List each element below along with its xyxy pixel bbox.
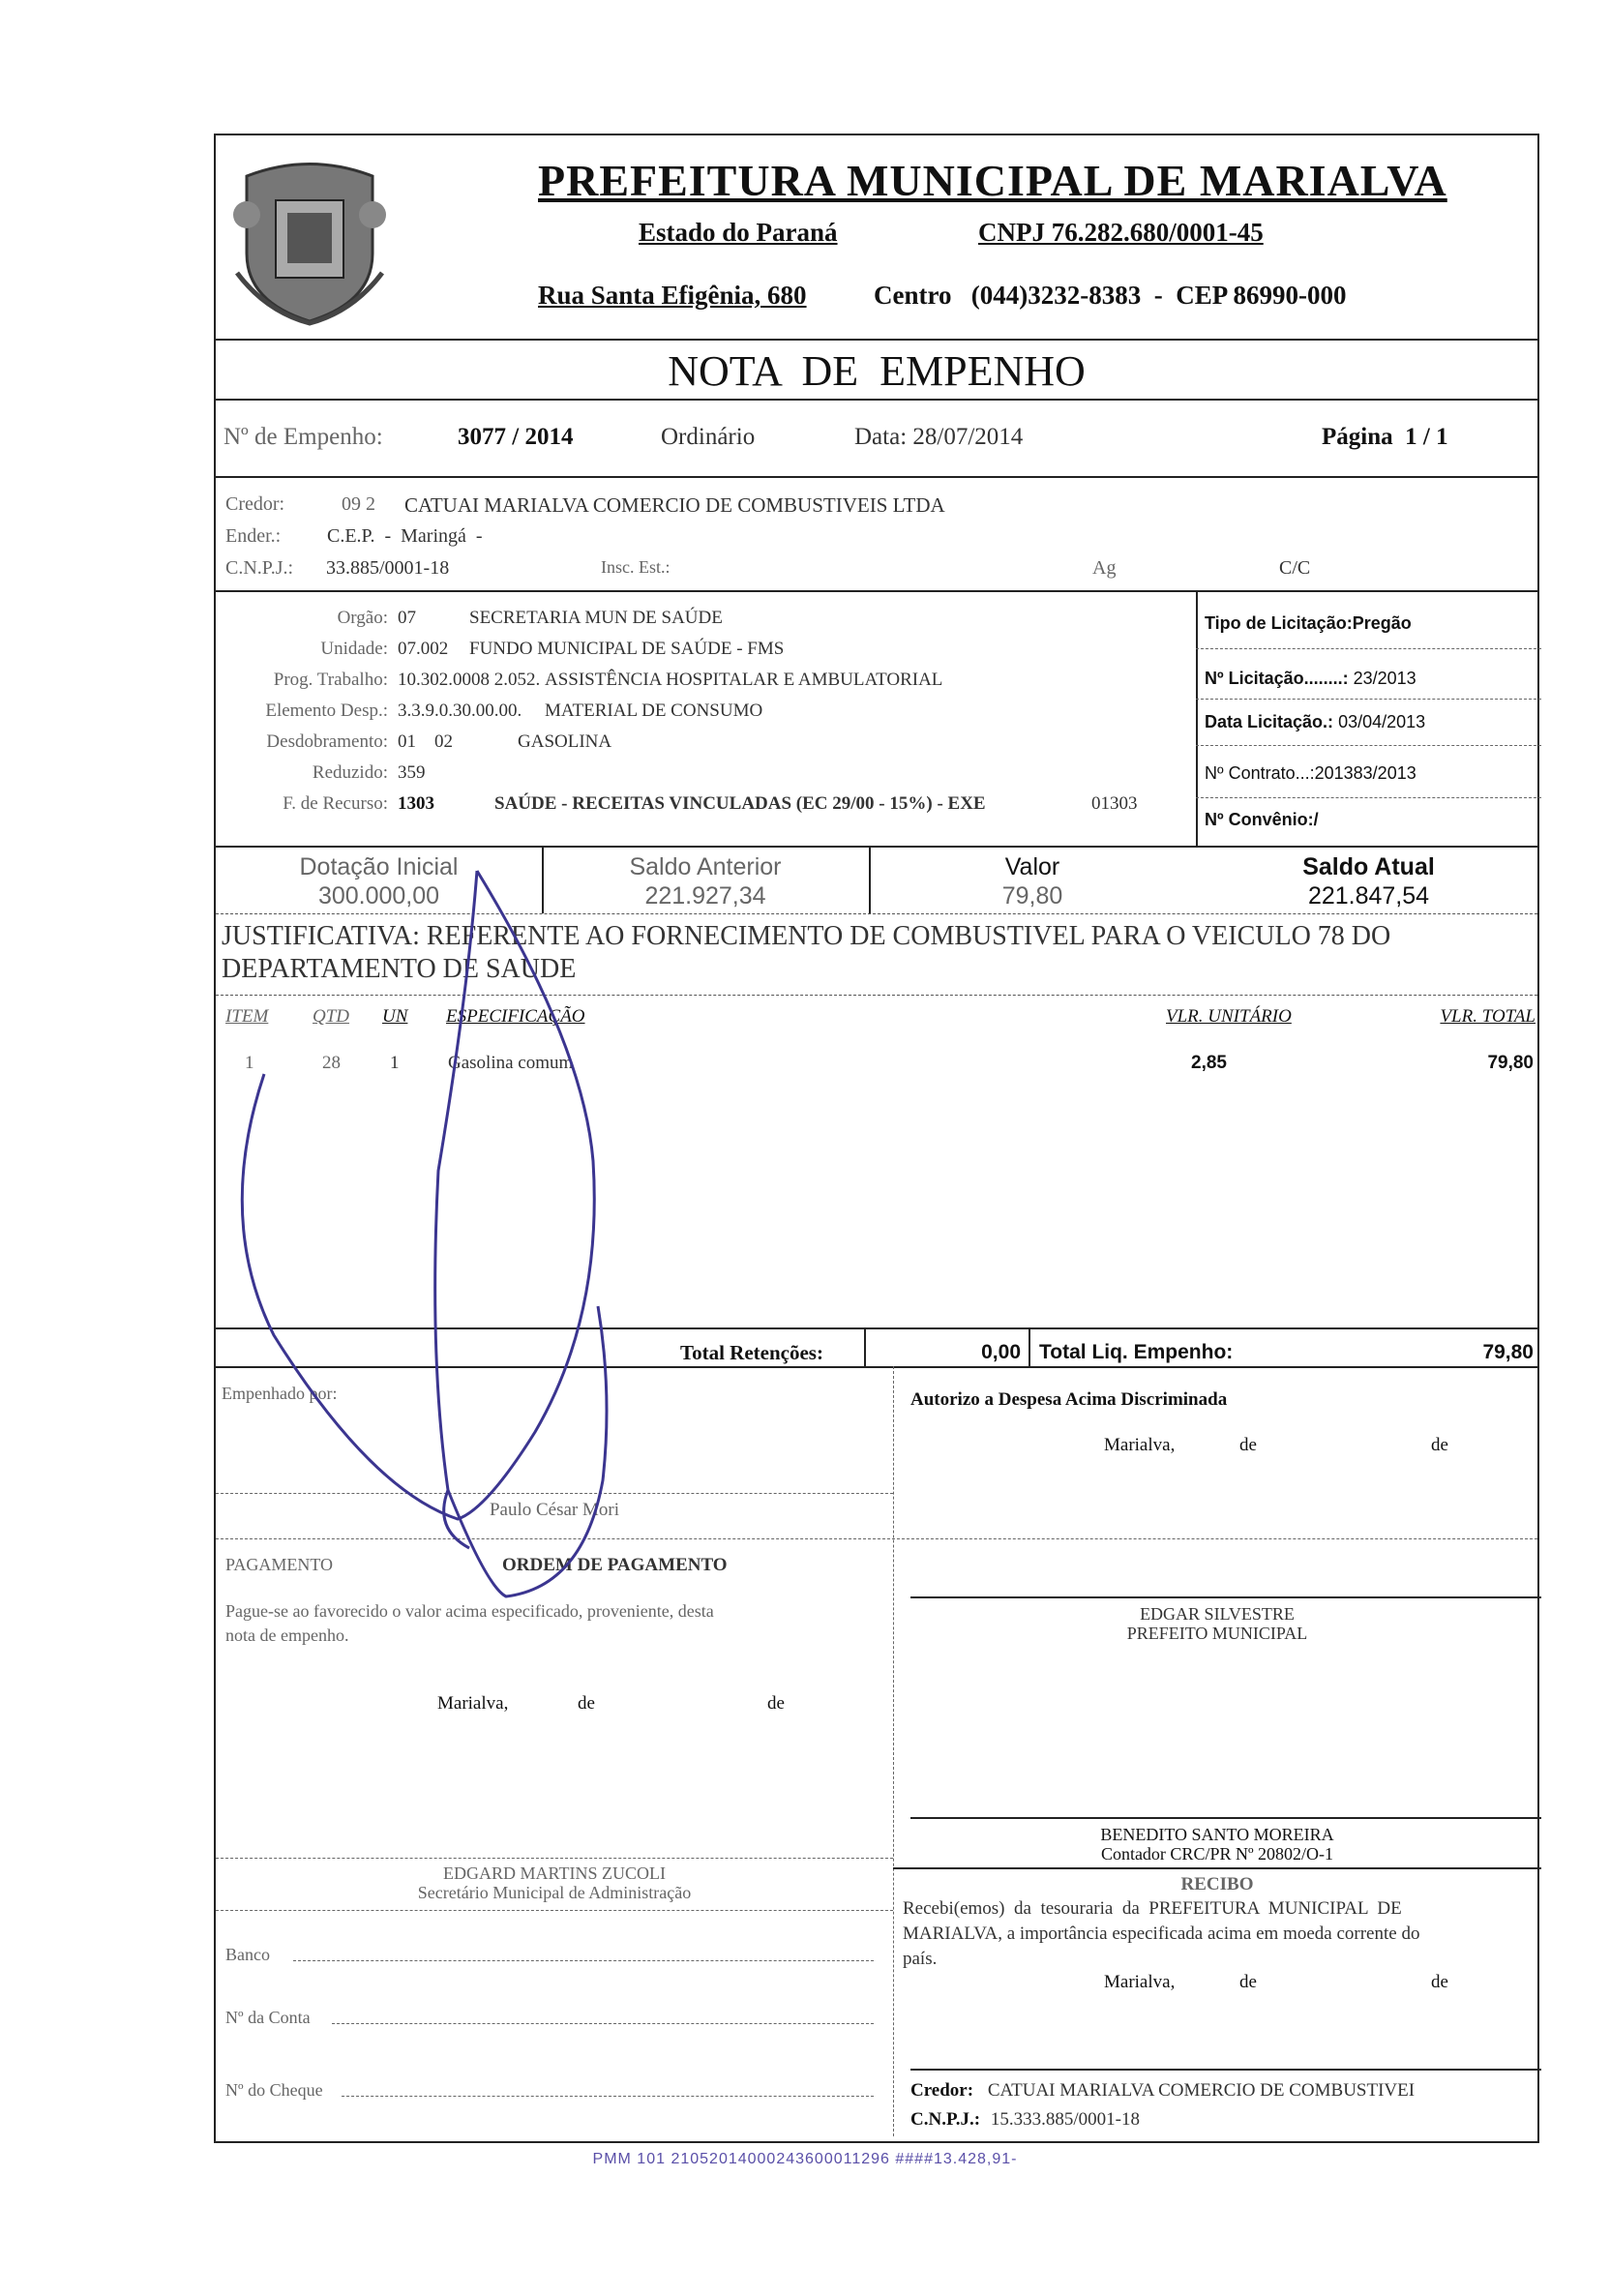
empenhado-nome: Paulo César Mori	[489, 1500, 620, 1520]
header-street: Rua Santa Efigênia, 680	[538, 281, 807, 310]
item-desc: Gasolina comum	[448, 1053, 574, 1073]
ordem-de-1: de	[578, 1693, 595, 1714]
unidade-label: Unidade:	[320, 639, 388, 659]
pagamento-label: PAGAMENTO	[225, 1555, 334, 1574]
recibo-title: RECIBO	[1180, 1874, 1254, 1894]
contador-nome: BENEDITO SANTO MOREIRA	[1100, 1825, 1334, 1844]
credor-ie-label: Insc. Est.:	[601, 557, 671, 577]
prog-code: 10.302.0008 2.052.	[398, 670, 541, 690]
item-qtd: 28	[322, 1053, 341, 1073]
liquido-value: 79,80	[1482, 1341, 1534, 1363]
ordem-place: Marialva,	[437, 1693, 509, 1714]
prog-label: Prog. Trabalho:	[273, 670, 388, 690]
licitacao-numero-row	[1205, 669, 1416, 689]
recibo-de-2: de	[1431, 1972, 1448, 1992]
justificativa-line-1: JUSTIFICATIVA: REFERENTE AO FORNECIMENTO DE COMBUSTIVEL PARA O VEICULO 78 DO	[222, 921, 1391, 951]
retencoes-value: 0,00	[981, 1341, 1021, 1363]
coat-of-arms-icon	[227, 157, 392, 331]
credor-name: CATUAI MARIALVA COMERCIO DE COMBUSTIVEIS LTDA	[404, 493, 945, 517]
ordem-de-2: de	[767, 1693, 785, 1714]
credor-cnpj: 33.885/0001-18	[326, 557, 450, 579]
contador-cargo: Contador CRC/PR Nº 20802/O-1	[1100, 1844, 1334, 1864]
recibo-text-3: país.	[903, 1949, 938, 1969]
banco-label: Banco	[225, 1945, 270, 1964]
licitacao-convenio: Nº Convênio:/	[1205, 810, 1319, 829]
prog-name: ASSISTÊNCIA HOSPITALAR E AMBULATORIAL	[545, 670, 943, 690]
licitacao-data-row	[1205, 712, 1425, 732]
credor-address-label: Ender.:	[225, 525, 282, 547]
unidade-name: FUNDO MUNICIPAL DE SAÚDE - FMS	[469, 639, 785, 659]
col-header-qtd: QTD	[313, 1006, 350, 1027]
autorizo-text: Autorizo a Despesa Acima Discriminada	[910, 1389, 1228, 1410]
prefeito-cargo: PREFEITO MUNICIPAL	[1126, 1624, 1308, 1643]
item-number: 1	[245, 1053, 254, 1073]
credor-ag-label: Ag	[1092, 557, 1117, 579]
desdobramento-code: 01 02	[398, 731, 453, 752]
saldo-atual: 221.847,54	[1307, 882, 1430, 909]
recibo-credor: CATUAI MARIALVA COMERCIO DE COMBUSTIVEI	[987, 2080, 1416, 2101]
col-header-vlr-total: VLR. TOTAL	[1440, 1006, 1535, 1027]
col-header-un: UN	[382, 1006, 408, 1027]
retencoes-label: Total Retenções:	[680, 1341, 823, 1364]
fonte-label: F. de Recurso:	[283, 793, 388, 814]
col-header-vlr-unitario: VLR. UNITÁRIO	[1166, 1006, 1292, 1027]
credor-cnpj-label: C.N.P.J.:	[225, 557, 294, 579]
liquido-label: Total Liq. Empenho:	[1039, 1341, 1234, 1363]
orgao-label: Orgão:	[337, 608, 388, 628]
ordem-title: ORDEM DE PAGAMENTO	[502, 1555, 728, 1575]
licitacao-data: 03/04/2013	[1338, 712, 1426, 731]
secretario-nome: EDGARD MARTINS ZUCOLI	[443, 1864, 666, 1883]
item-un: 1	[390, 1053, 400, 1073]
autorizo-place: Marialva,	[1104, 1435, 1176, 1455]
recibo-place: Marialva,	[1104, 1972, 1176, 1992]
autorizo-de-2: de	[1431, 1435, 1448, 1455]
dotacao-inicial: 300.000,00	[317, 882, 440, 909]
recibo-cnpj-row	[910, 2109, 1140, 2131]
elemento-label: Elemento Desp.:	[265, 701, 388, 721]
unidade-code: 07.002	[398, 639, 449, 659]
fonte-code: 1303	[398, 793, 434, 814]
saldo-atual-label: Saldo Atual	[1302, 853, 1435, 880]
desdobramento-label: Desdobramento:	[266, 731, 388, 752]
col-header-especificacao: ESPECIFICAÇÃO	[446, 1006, 585, 1027]
ordem-text-2: nota de empenho.	[225, 1625, 349, 1645]
conta-label: Nº da Conta	[225, 2008, 311, 2027]
saldo-anterior: 221.927,34	[644, 882, 766, 909]
header-address: Centro (044)3232-8383 - CEP 86990-000	[874, 281, 1347, 310]
justificativa-line-2: DEPARTAMENTO DE SAUDE	[222, 954, 577, 984]
licitacao-tipo: Tipo de Licitação:Pregão	[1205, 613, 1412, 633]
valor: 79,80	[1001, 882, 1063, 909]
licitacao-contrato: Nº Contrato...:201383/2013	[1205, 763, 1416, 783]
autorizo-de-1: de	[1239, 1435, 1257, 1455]
licitacao-data-label: Data Licitação.:	[1205, 712, 1334, 731]
footer-code: PMM 101 21052014000243600011296 ####13.428,91-	[592, 2151, 1018, 2167]
page-number: Página 1 / 1	[1322, 424, 1448, 450]
nota-de-empenho	[214, 134, 1539, 2143]
recibo-cnpj: 15.333.885/0001-18	[990, 2109, 1140, 2130]
fonte-code-2: 01303	[1091, 793, 1138, 814]
licitacao-numero: 23/2013	[1353, 669, 1416, 688]
secretario-cargo: Secretário Municipal de Administração	[417, 1883, 692, 1902]
item-unit-value: 2,85	[1191, 1053, 1227, 1073]
reduzido: 359	[398, 762, 426, 783]
recibo-credor-row	[910, 2080, 1415, 2102]
licitacao-numero-label: Nº Licitação........:	[1205, 669, 1349, 688]
empenhado-label: Empenhado por:	[222, 1384, 338, 1403]
desdobramento-name: GASOLINA	[518, 731, 612, 752]
empenho-date: Data: 28/07/2014	[854, 424, 1024, 450]
empenho-number-label: Nº de Empenho:	[224, 424, 383, 450]
elemento-name: MATERIAL DE CONSUMO	[545, 701, 763, 721]
item-total-value: 79,80	[1487, 1053, 1534, 1073]
saldo-anterior-label: Saldo Anterior	[629, 853, 782, 880]
orgao-code: 07	[398, 608, 416, 628]
empenho-type: Ordinário	[661, 424, 756, 450]
credor-code: 09 2	[342, 493, 375, 515]
credor-city: C.E.P. - Maringá -	[327, 525, 483, 547]
recibo-credor-label: Credor:	[910, 2080, 974, 2101]
recibo-text-2: MARIALVA, a importância especificada acima em moeda corrente do	[903, 1923, 1420, 1944]
orgao-name: SECRETARIA MUN DE SAÚDE	[469, 608, 723, 628]
dotacao-inicial-label: Dotação Inicial	[299, 853, 459, 880]
cheque-label: Nº do Cheque	[225, 2080, 323, 2100]
credor-cc-label: C/C	[1279, 557, 1311, 579]
doc-title: NOTA DE EMPENHO	[668, 347, 1086, 395]
recibo-text-1: Recebi(emos) da tesouraria da PREFEITURA MUNICIPAL DE	[903, 1898, 1402, 1919]
header-state: Estado do Paraná	[639, 218, 838, 247]
valor-label: Valor	[1004, 853, 1060, 880]
table-row	[216, 1053, 1541, 1082]
fonte-name: SAÚDE - RECEITAS VINCULADAS (EC 29/00 - 15%) - EXE	[494, 793, 986, 814]
prefeito-nome: EDGAR SILVESTRE	[1140, 1604, 1295, 1624]
ordem-text: Pague-se ao favorecido o valor acima especificado, proveniente, desta	[225, 1601, 714, 1621]
header-title: PREFEITURA MUNICIPAL DE MARIALVA	[538, 156, 1447, 205]
col-header-item: ITEM	[225, 1006, 269, 1027]
empenho-number: 3077 / 2014	[458, 424, 574, 450]
credor-code-label: Credor:	[225, 493, 285, 515]
recibo-cnpj-label: C.N.P.J.:	[910, 2109, 981, 2130]
reduzido-label: Reduzido:	[312, 762, 388, 783]
header-cnpj: CNPJ 76.282.680/0001-45	[978, 218, 1264, 247]
recibo-de-1: de	[1239, 1972, 1257, 1992]
elemento-code: 3.3.9.0.30.00.00.	[398, 701, 522, 721]
